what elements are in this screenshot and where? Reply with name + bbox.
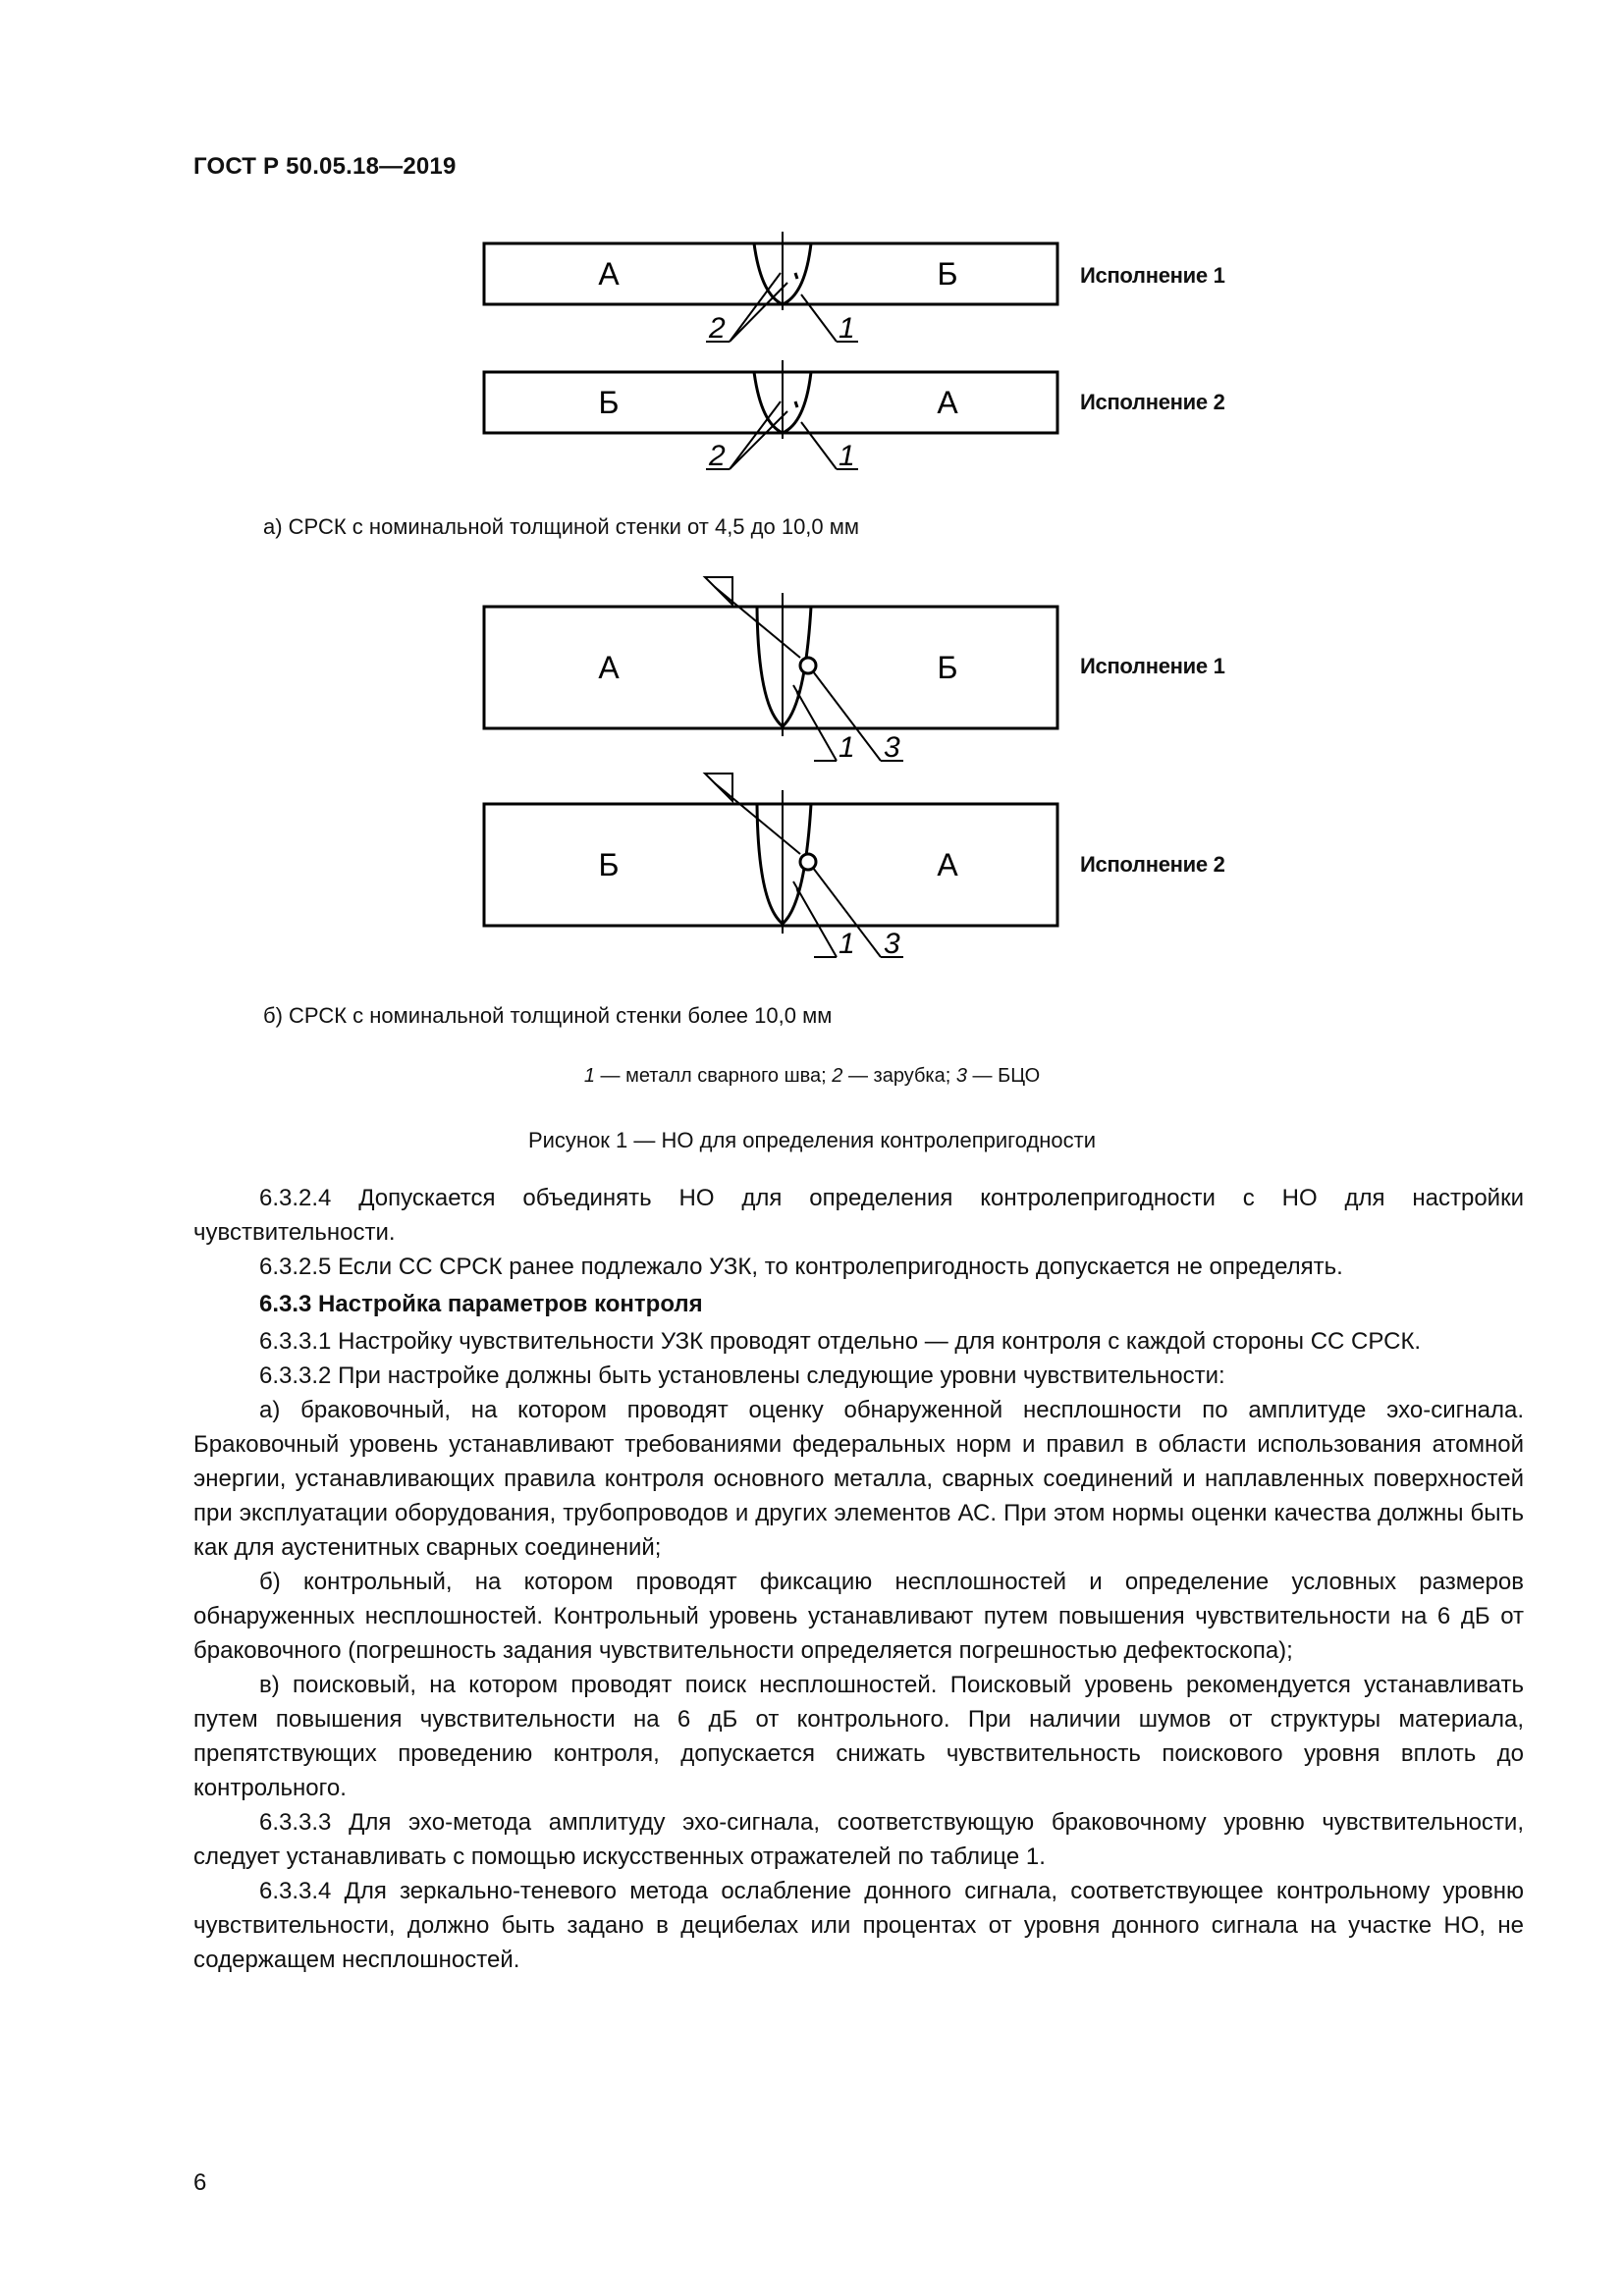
panel-a-row2-variant-label: Исполнение 2 [1080, 390, 1225, 414]
panel-a-row2-callout-notch: 2 [709, 440, 726, 472]
section-heading-6-3-3: 6.3.3 Настройка параметров контроля [259, 1291, 703, 1317]
figure-legend [0, 1065, 1624, 1088]
legend-number-2: 2 [832, 1065, 843, 1087]
paragraph-6-3-3-3: 6.3.3.3 Для эхо-метода амплитуду эхо-сигнала, соответствующую браковочному уровню чувствительности, следует устанавливать с помощью искусственных отражателей по таблице 1. [193, 1809, 1524, 1870]
legend-number-1: 1 [583, 1065, 595, 1087]
document-header: ГОСТ Р 50.05.18—2019 [193, 153, 457, 180]
panel-b-row2-variant-label: Исполнение 2 [1080, 852, 1225, 877]
panel-a-row2-right-label: А [937, 385, 958, 420]
panel-a-row1-callout-notch: 2 [709, 312, 726, 345]
panel-a-row1-specimen [484, 232, 1057, 342]
panel-a-caption: а) СРСК с номинальной толщиной стенки от 4,5 до 10,0 мм [263, 514, 860, 539]
legend-text-2: — зарубка; [842, 1065, 956, 1087]
paragraph-6-3-2-5: 6.3.2.5 Если СС СРСК ранее подлежало УЗК, то контролепригодность допускается не определять. [259, 1254, 1343, 1280]
panel-b-row2-right-label: А [937, 847, 958, 882]
paragraph-6-3-3-2: 6.3.3.2 При настройке должны быть установлены следующие уровни чувствительности: [259, 1362, 1225, 1389]
paragraph-item-v: в) поисковый, на котором проводят поиск несплошностей. Поисковый уровень рекомендуется устанавливать путем повышения чувствительности на 6 дБ от контрольного. При наличии шумов от структуры материала, препятствующих проведению контроля, допускается снижать чувствительность поискового уровня вплоть до контрольного. [193, 1672, 1524, 1801]
panel-a-row2-left-label: Б [598, 385, 620, 420]
paragraph-6-3-3-1: 6.3.3.1 Настройку чувствительности УЗК проводят отдельно — для контроля с каждой стороны СС СРСК. [259, 1328, 1422, 1355]
panel-a-row1-variant-label: Исполнение 1 [1080, 263, 1225, 288]
panel-a-row2-callout-weld: 1 [839, 440, 855, 472]
paragraph-item-b: б) контрольный, на котором проводят фиксацию несплошностей и определение условных размеров обнаруженных несплошностей. Контрольный уровень устанавливают путем повышения чувствительности на 6 дБ от браковочного (погрешность задания чувствительности определяется погрешностью дефектоскопа); [193, 1569, 1524, 1664]
panel-b-row1-right-label: Б [937, 650, 958, 685]
legend-text-1: — металл сварного шва; [594, 1065, 833, 1087]
paragraph-6-3-2-4: 6.3.2.4 Допускается объединять НО для определения контролепригодности с НО для настройки чувствительности. [193, 1185, 1524, 1246]
page-number: 6 [193, 2169, 207, 2196]
paragraph-item-a: а) браковочный, на котором проводят оценку обнаруженной несплошности по амплитуде эхо-сигнала. Браковочный уровень устанавливают требованиями федеральных норм и правил в области использования атомной энергии, устанавливающих правила контроля основного металла, сварных соединений и наплавленных поверхностей при эксплуатации оборудования, трубопроводов и других элементов АС. При этом нормы оценки качества должны быть как для аустенитных сварных соединений; [193, 1397, 1524, 1561]
panel-b-row2-callout-weld: 1 [839, 928, 855, 960]
panel-b-caption: б) СРСК с номинальной толщиной стенки более 10,0 мм [263, 1003, 833, 1028]
panel-b-row1-callout-weld: 1 [839, 731, 855, 764]
panel-b-row1-variant-label: Исполнение 1 [1080, 654, 1225, 678]
paragraph-6-3-3-4: 6.3.3.4 Для зеркально-теневого метода ослабление донного сигнала, соответствующее контрольному уровню чувствительности, должно быть задано в децибелах или процентах от уровня донного сигнала на участке НО, не содержащем несплошностей. [193, 1878, 1524, 1973]
panel-a-row2-specimen [484, 360, 1057, 469]
panel-b-row1-specimen [484, 577, 1057, 761]
legend-number-3: 3 [955, 1065, 967, 1087]
panel-a-row1-callout-weld: 1 [839, 312, 855, 345]
panel-b-row2-specimen [484, 774, 1057, 957]
figure-title: Рисунок 1 — НО для определения контролепригодности [527, 1128, 1097, 1152]
panel-b-row1-callout-hole: 3 [884, 731, 900, 764]
panel-b-row2-callout-hole: 3 [884, 928, 900, 960]
legend-text-3: — БЦО [966, 1065, 1041, 1087]
panel-a-row1-right-label: Б [937, 256, 958, 292]
panel-b-row2-left-label: Б [598, 847, 620, 882]
body-text [193, 1181, 1524, 1977]
panel-a-row1-left-label: А [598, 256, 620, 292]
panel-b-row1-left-label: А [598, 650, 620, 685]
